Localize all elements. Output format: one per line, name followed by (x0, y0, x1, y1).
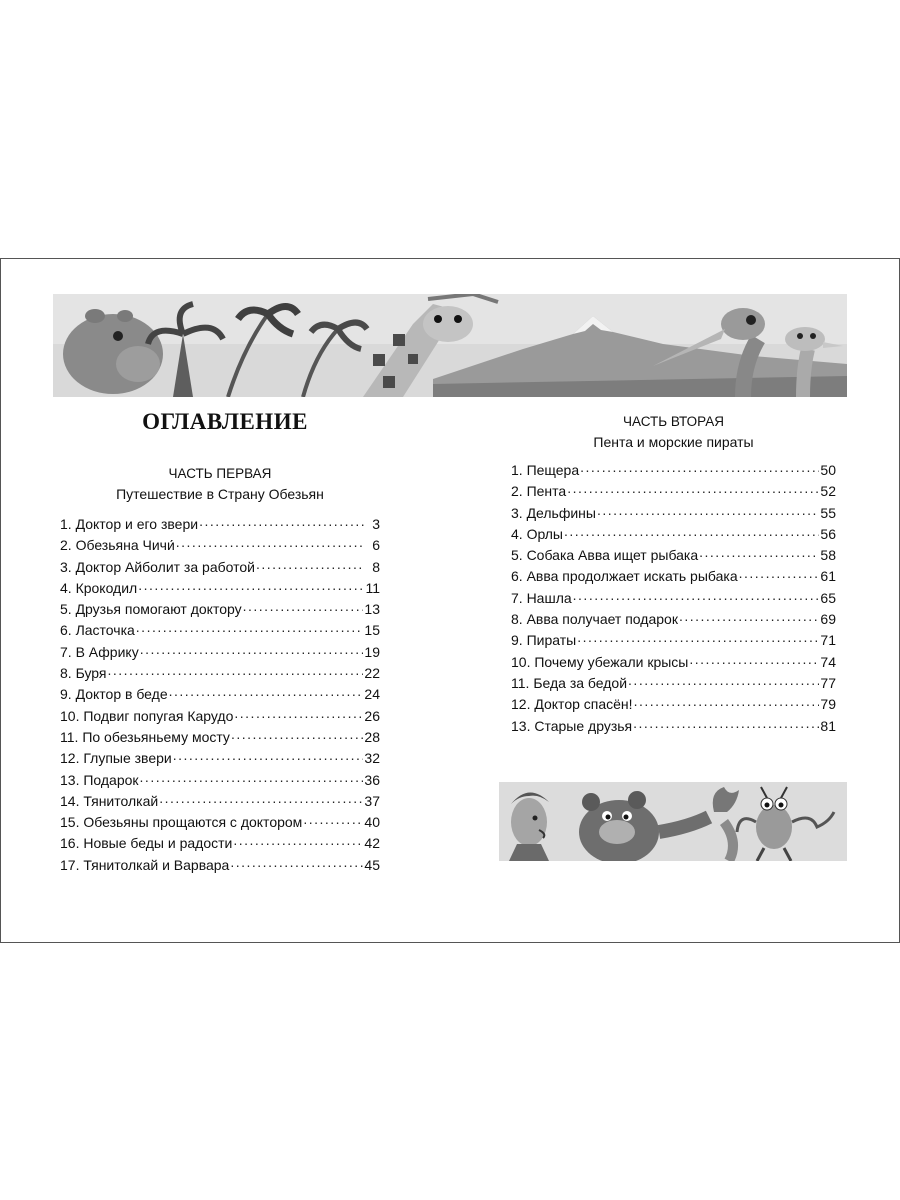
toc-entry[interactable] (60, 663, 380, 684)
chapter-title: 4. Орлы (511, 525, 563, 542)
toc-entry[interactable] (60, 748, 380, 769)
part-one-subtitle: Путешествие в Страну Обезьян (116, 486, 324, 502)
dot-leader (159, 792, 363, 806)
chapter-title: 15. Обезьяны прощаются с доктором (60, 814, 303, 831)
toc-entry[interactable] (60, 642, 380, 663)
chapter-title: 8. Буря (60, 665, 107, 682)
toc-entry[interactable] (60, 727, 380, 748)
dot-leader (699, 546, 819, 560)
page-number: 55 (820, 504, 836, 521)
chapter-title: 11. По обезьяньему мосту (60, 728, 230, 745)
chapter-title: 12. Глупые звери (60, 750, 172, 767)
dot-leader (230, 856, 363, 870)
dot-leader (256, 558, 365, 572)
dot-leader (243, 600, 364, 614)
page-number: 15 (364, 622, 380, 639)
page-number: 56 (820, 525, 836, 542)
part-one-chapter-list (60, 514, 380, 876)
page-number: 50 (820, 462, 836, 478)
toc-entry[interactable] (60, 684, 380, 705)
page-number: 19 (364, 643, 380, 660)
chapter-title: 9. Доктор в беде (60, 686, 168, 703)
chapter-title: 7. В Африку (60, 643, 139, 660)
page-number: 28 (364, 728, 380, 745)
dot-leader (176, 536, 365, 550)
page-number: 61 (820, 568, 836, 585)
toc-entry[interactable] (511, 566, 836, 587)
page-number: 22 (364, 665, 380, 682)
dot-leader (234, 707, 363, 721)
toc-part-one (60, 464, 380, 876)
chapter-title: 4. Крокодил (60, 579, 138, 596)
page-number: 81 (820, 717, 836, 734)
page-number: 74 (820, 653, 836, 670)
page-number: 42 (364, 835, 380, 852)
dot-leader (577, 631, 819, 645)
page-number: 77 (820, 674, 836, 691)
chapter-title: 13. Подарок (60, 771, 139, 788)
toc-entry[interactable] (511, 524, 836, 545)
dot-leader (679, 610, 819, 624)
part-two-heading: ЧАСТЬ ВТОРАЯ (623, 414, 724, 429)
chapter-title: 1. Доктор и его звери (60, 516, 199, 532)
toc-entry[interactable] (60, 535, 380, 556)
page-number: 40 (364, 814, 380, 831)
chapter-title: 1. Пещера (511, 462, 580, 478)
page-number: 13 (364, 601, 380, 618)
dot-leader (303, 813, 363, 827)
dot-leader (108, 664, 364, 678)
page-number: 37 (364, 792, 380, 809)
toc-entry[interactable] (511, 545, 836, 566)
page-number: 58 (820, 547, 836, 564)
part-two-subtitle: Пента и морские пираты (593, 434, 754, 450)
dot-leader (564, 525, 819, 539)
dot-leader (580, 461, 819, 475)
page-number: 8 (372, 558, 380, 575)
dot-leader (573, 589, 820, 603)
chapter-title: 10. Подвиг попугая Карудо (60, 707, 234, 724)
chapter-title: 2. Пента (511, 483, 567, 500)
dot-leader (233, 834, 363, 848)
toc-entry[interactable] (60, 833, 380, 854)
page-number: 6 (372, 537, 380, 554)
chapter-title: 12. Доктор спасён! (511, 696, 633, 713)
page-number: 71 (820, 632, 836, 649)
page-number: 26 (364, 707, 380, 724)
chapter-title: 10. Почему убежали крысы (511, 653, 689, 670)
toc-entry[interactable] (60, 855, 380, 876)
toc-part-two (511, 412, 836, 737)
toc-entry[interactable] (511, 716, 836, 737)
page-number: 45 (364, 856, 380, 873)
page-number: 11 (365, 579, 380, 596)
toc-entry[interactable] (511, 481, 836, 502)
toc-entry[interactable] (511, 673, 836, 694)
chapter-title: 16. Новые беды и радости (60, 835, 233, 852)
chapter-title: 7. Нашла (511, 589, 572, 606)
toc-entry[interactable] (511, 588, 836, 609)
part-two-chapter-list (511, 460, 836, 737)
page-number: 52 (820, 483, 836, 500)
chapter-title: 14. Тянитолкай (60, 792, 159, 809)
dot-leader (634, 695, 820, 709)
toc-entry[interactable] (60, 706, 380, 727)
toc-entry[interactable] (511, 609, 836, 630)
toc-entry[interactable] (60, 599, 380, 620)
page-number: 32 (364, 750, 380, 767)
part-one-heading: ЧАСТЬ ПЕРВАЯ (168, 466, 272, 481)
toc-entry[interactable] (511, 503, 836, 524)
dot-leader (231, 728, 363, 742)
toc-entry[interactable] (60, 557, 380, 578)
characters-banner-illustration (499, 782, 847, 861)
chapter-title: 3. Дельфины (511, 504, 596, 521)
dot-leader (199, 515, 365, 529)
dot-leader (567, 482, 819, 496)
dot-leader (597, 504, 819, 518)
page-number: 79 (820, 696, 836, 713)
chapter-title: 5. Собака Авва ищет рыбака (511, 547, 699, 564)
page-number: 3 (372, 516, 380, 532)
toc-entry[interactable] (511, 652, 836, 673)
toc-entry[interactable] (60, 514, 380, 535)
chapter-title: 9. Пираты (511, 632, 577, 649)
toc-entry[interactable] (511, 694, 836, 715)
dot-leader (633, 717, 819, 731)
toc-entry[interactable] (60, 620, 380, 641)
dot-leader (140, 643, 364, 657)
bottom-illustration-banner (499, 782, 847, 861)
toc-entry[interactable] (511, 460, 836, 481)
chapter-title: 11. Беда за бедой (511, 674, 628, 691)
page-number: 24 (364, 686, 380, 703)
chapter-title: 2. Обезьяна Чичи́ (60, 537, 175, 554)
toc-entry[interactable] (60, 812, 380, 833)
dot-leader (739, 567, 820, 581)
toc-entry[interactable] (60, 578, 380, 599)
chapter-title: 13. Старые друзья (511, 717, 633, 734)
dot-leader (136, 621, 364, 635)
toc-title: ОГЛАВЛЕНИЕ (142, 409, 308, 434)
dot-leader (138, 579, 364, 593)
page-number: 36 (364, 771, 380, 788)
top-illustration-banner (53, 294, 847, 397)
chapter-title: 8. Авва получает подарок (511, 611, 678, 628)
dot-leader (140, 771, 364, 785)
chapter-title: 5. Друзья помогают доктору (60, 601, 242, 618)
toc-entry[interactable] (60, 770, 380, 791)
chapter-title: 3. Доктор Айболит за работой (60, 558, 255, 575)
chapter-title: 6. Авва продолжает искать рыбака (511, 568, 738, 585)
dot-leader (173, 749, 364, 763)
dot-leader (169, 685, 364, 699)
dot-leader (689, 653, 819, 667)
safari-banner-illustration (53, 294, 847, 397)
page-number: 65 (820, 589, 836, 606)
chapter-title: 17. Тянитолкай и Варвара (60, 856, 230, 873)
toc-entry[interactable] (60, 791, 380, 812)
chapter-title: 6. Ласточка (60, 622, 135, 639)
dot-leader (628, 674, 819, 688)
page-number: 69 (820, 611, 836, 628)
toc-entry[interactable] (511, 630, 836, 651)
